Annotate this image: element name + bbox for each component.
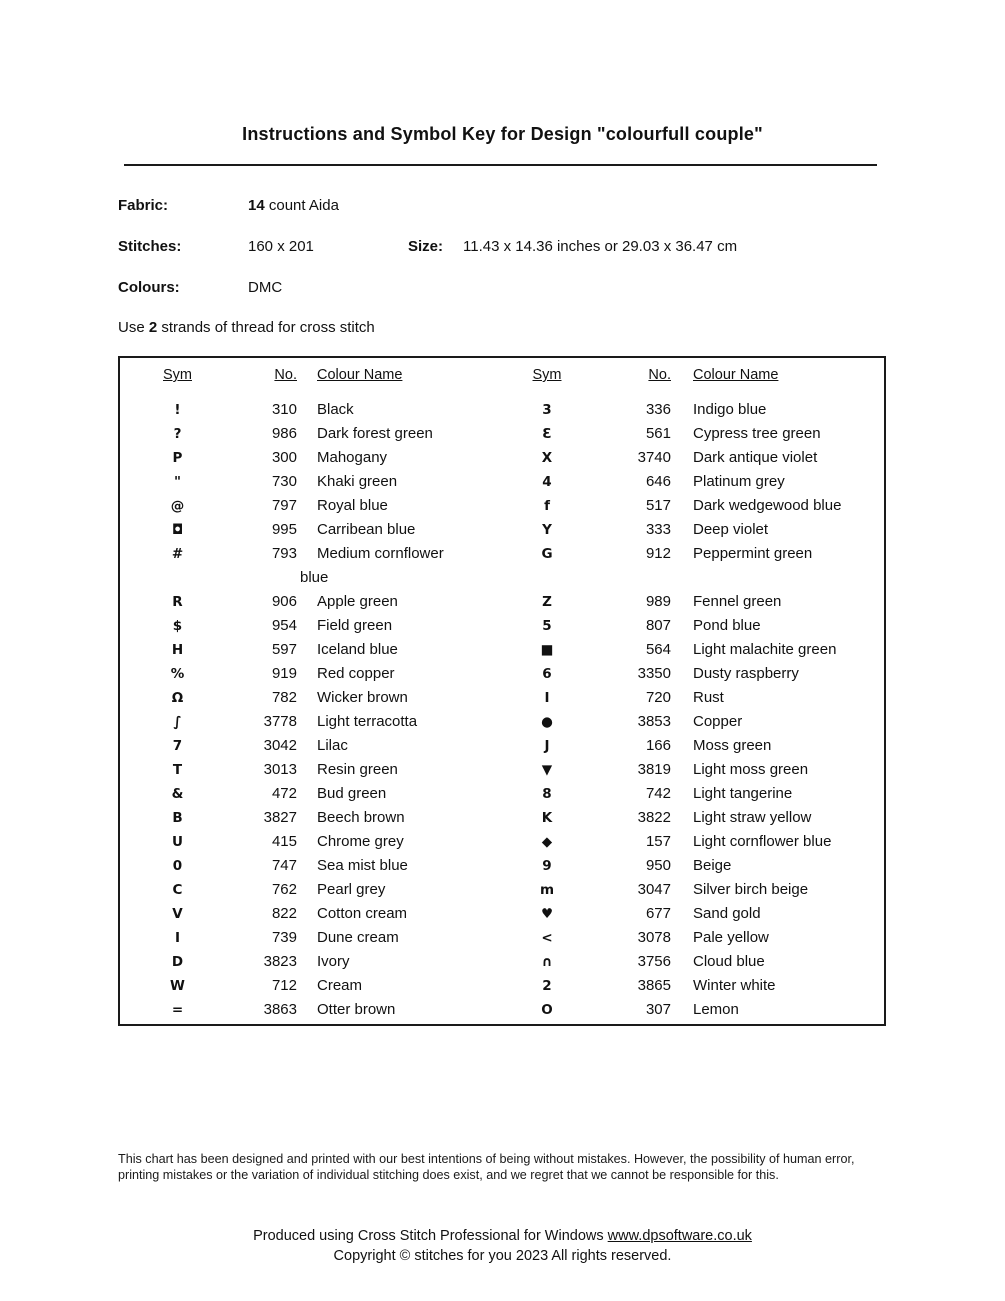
colours-value: DMC	[248, 279, 283, 296]
stitches-value: 160 x 201	[248, 238, 314, 255]
table-row-right	[502, 494, 884, 518]
table-row-right	[502, 830, 884, 854]
dmc-number: 906	[271, 593, 297, 610]
strands-suffix: strands of thread for cross stitch	[157, 319, 375, 336]
dmc-number: 677	[645, 905, 671, 922]
table-row-left	[120, 926, 502, 950]
symbol-glyph: 0	[172, 858, 183, 874]
dmc-number: 793	[271, 545, 297, 562]
symbol-glyph: ?	[173, 426, 182, 442]
dmc-number: 747	[271, 857, 297, 874]
symbol-glyph: Ω	[171, 690, 184, 706]
dmc-number: 797	[271, 497, 297, 514]
table-row-left	[120, 782, 502, 806]
dmc-number: 989	[645, 593, 671, 610]
symbol-glyph: G	[541, 546, 553, 562]
table-row-right	[502, 758, 884, 782]
table-row	[120, 974, 884, 998]
dmc-number: 166	[645, 737, 671, 754]
table-row	[120, 494, 884, 518]
table-row	[120, 470, 884, 494]
table-row	[120, 446, 884, 470]
colour-name: Dark forest green	[317, 425, 433, 442]
table-row-right	[502, 998, 884, 1022]
colour-name: Wicker brown	[317, 689, 408, 706]
table-row	[120, 542, 884, 590]
table-row-right	[502, 614, 884, 638]
dpsoftware-link[interactable]: www.dpsoftware.co.uk	[607, 1228, 752, 1244]
produced-text: Produced using Cross Stitch Professional for Windows	[253, 1228, 608, 1244]
table-header-left	[120, 364, 502, 386]
fabric-label: Fabric:	[118, 197, 169, 214]
symbol-glyph: 3	[542, 402, 552, 418]
table-header-right	[502, 364, 884, 386]
dmc-number: 3778	[263, 713, 297, 730]
stitches-label: Stitches:	[118, 238, 182, 255]
table-header-row	[120, 358, 884, 386]
dmc-number: 986	[271, 425, 297, 442]
symbol-glyph: I	[174, 930, 181, 946]
dmc-number: 739	[271, 929, 297, 946]
colour-name: Medium cornflower blue	[300, 545, 444, 586]
colour-name: Deep violet	[693, 521, 769, 538]
table-row-right	[502, 854, 884, 878]
table-row-left	[120, 614, 502, 638]
symbol-glyph: Z	[542, 594, 552, 610]
table-row-left	[120, 542, 502, 590]
dmc-number: 3350	[637, 665, 671, 682]
copyright-text: Copyright © stitches for you 2023 All rights reserved.	[333, 1248, 672, 1264]
colour-name: Light terracotta	[317, 713, 418, 730]
colour-name: Dusty raspberry	[693, 665, 799, 682]
dmc-number: 950	[645, 857, 671, 874]
symbol-glyph: H	[171, 642, 184, 658]
colour-name: Pearl grey	[317, 881, 386, 898]
colour-name: Sea mist blue	[317, 857, 408, 874]
disclaimer-text: This chart has been designed and printed with our best intentions of being without mistakes. However, the possibility of human error, printing mistakes or the variation of individual stitching does exist, and we regret that we cannot be responsible for this.	[118, 1152, 855, 1182]
colour-name: Platinum grey	[693, 473, 785, 490]
symbol-glyph: T	[172, 762, 183, 778]
colour-name: Cotton cream	[317, 905, 408, 922]
table-row-left	[120, 950, 502, 974]
colour-name: Lilac	[317, 737, 348, 754]
table-row-left	[120, 686, 502, 710]
symbol-glyph: =	[171, 1002, 184, 1018]
symbol-glyph: P	[172, 450, 183, 466]
fabric-count-suffix: count Aida	[264, 197, 339, 214]
table-row-left	[120, 470, 502, 494]
symbol-glyph: 6	[542, 666, 552, 682]
dmc-number: 3078	[637, 929, 671, 946]
symbol-glyph: X	[541, 450, 553, 466]
table-row-right	[502, 806, 884, 830]
strands-count: 2	[148, 319, 158, 336]
header-no: No.	[648, 367, 671, 383]
symbol-glyph: ■	[540, 642, 554, 658]
table-row	[120, 686, 884, 710]
fabric-count: 14	[248, 197, 265, 214]
strands-note	[118, 319, 375, 336]
colour-name: Beech brown	[317, 809, 405, 826]
colour-name: Indigo blue	[693, 401, 767, 418]
colour-name: Cloud blue	[693, 953, 765, 970]
strands-prefix: Use	[118, 319, 149, 336]
colour-name: Otter brown	[317, 1001, 396, 1018]
table-row-left	[120, 830, 502, 854]
colour-name: Dune cream	[317, 929, 399, 946]
colour-name: Iceland blue	[317, 641, 398, 658]
table-row-left	[120, 902, 502, 926]
symbol-glyph: K	[541, 810, 553, 826]
symbol-glyph: ◆	[541, 834, 553, 850]
dmc-number: 472	[271, 785, 297, 802]
dmc-number: 782	[271, 689, 297, 706]
symbol-glyph: "	[173, 474, 182, 490]
table-row	[120, 590, 884, 614]
colour-name: Resin green	[317, 761, 398, 778]
colour-name: Dark wedgewood blue	[693, 497, 842, 514]
symbol-glyph: @	[170, 498, 185, 514]
colour-name: Light straw yellow	[693, 809, 812, 826]
colour-name: Light malachite green	[693, 641, 837, 658]
colours-label: Colours:	[118, 279, 180, 296]
table-row	[120, 950, 884, 974]
dmc-number: 730	[271, 473, 297, 490]
symbol-glyph: !	[174, 402, 181, 418]
table-row	[120, 614, 884, 638]
colour-name: Lemon	[693, 1001, 739, 1018]
colour-name: Moss green	[693, 737, 772, 754]
symbol-glyph: f	[544, 498, 550, 514]
symbol-glyph: #	[171, 546, 184, 562]
dmc-number: 307	[645, 1001, 671, 1018]
symbol-glyph: ●	[541, 714, 553, 730]
header-colour-name: Colour Name	[317, 367, 403, 383]
table-row	[120, 782, 884, 806]
symbol-glyph: ▼	[541, 762, 553, 778]
table-row-right	[502, 518, 884, 542]
symbol-glyph: R	[172, 594, 183, 610]
table-row-left	[120, 806, 502, 830]
header-sym: Sym	[163, 367, 192, 383]
table-row-right	[502, 782, 884, 806]
table-row-left	[120, 398, 502, 422]
table-row-right	[502, 638, 884, 662]
dmc-number: 712	[271, 977, 297, 994]
symbol-glyph: $	[172, 618, 183, 634]
dmc-number: 300	[271, 449, 297, 466]
symbol-glyph: 8	[542, 786, 552, 802]
table-row	[120, 734, 884, 758]
table-row-right	[502, 398, 884, 422]
colour-name: Mahogany	[317, 449, 388, 466]
colour-name: Apple green	[317, 593, 398, 610]
table-row-right	[502, 878, 884, 902]
table-row-left	[120, 518, 502, 542]
symbol-glyph: %	[170, 666, 185, 682]
colour-name: Pond blue	[693, 617, 761, 634]
symbol-glyph: O	[541, 1002, 553, 1018]
colour-name: Dark antique violet	[693, 449, 818, 466]
table-row-left	[120, 494, 502, 518]
table-row-right	[502, 734, 884, 758]
dmc-number: 3819	[637, 761, 671, 778]
symbol-glyph: U	[172, 834, 183, 850]
dmc-number: 3047	[637, 881, 671, 898]
symbol-glyph: B	[172, 810, 183, 826]
table-row-right	[502, 446, 884, 470]
dmc-number: 912	[645, 545, 671, 562]
symbol-glyph: Ɛ	[542, 426, 552, 442]
dmc-number: 762	[271, 881, 297, 898]
dmc-number: 310	[271, 401, 297, 418]
colour-name: Fennel green	[693, 593, 782, 610]
symbol-glyph: Y	[542, 522, 552, 538]
dmc-number: 919	[271, 665, 297, 682]
table-row	[120, 998, 884, 1022]
table-row-left	[120, 734, 502, 758]
dmc-number: 3042	[263, 737, 297, 754]
dmc-number: 3740	[637, 449, 671, 466]
table-row-left	[120, 998, 502, 1022]
colour-name: Black	[317, 401, 354, 418]
symbol-glyph: &	[171, 786, 184, 802]
symbol-glyph: J	[544, 738, 550, 754]
table-row	[120, 398, 884, 422]
colour-name: Ivory	[317, 953, 350, 970]
colour-name: Light cornflower blue	[693, 833, 832, 850]
symbol-glyph: m	[539, 882, 555, 898]
table-row-right	[502, 950, 884, 974]
table-row-left	[120, 758, 502, 782]
symbol-glyph: ∩	[541, 954, 553, 970]
table-row-left	[120, 974, 502, 998]
colour-name: Cypress tree green	[693, 425, 821, 442]
symbol-glyph: 4	[542, 474, 552, 490]
table-row-right	[502, 926, 884, 950]
table-row-left	[120, 710, 502, 734]
dmc-number: 742	[645, 785, 671, 802]
header-no: No.	[274, 367, 297, 383]
table-row-left	[120, 446, 502, 470]
table-row-right	[502, 422, 884, 446]
dmc-number: 415	[271, 833, 297, 850]
dmc-number: 807	[645, 617, 671, 634]
fabric-value	[248, 197, 339, 214]
dmc-number: 3853	[637, 713, 671, 730]
colour-name: Pale yellow	[693, 929, 769, 946]
table-row	[120, 422, 884, 446]
colour-name: Copper	[693, 713, 743, 730]
table-row	[120, 758, 884, 782]
symbol-glyph: 9	[542, 858, 552, 874]
colour-name: Bud green	[317, 785, 387, 802]
colour-name: Light tangerine	[693, 785, 793, 802]
dmc-number: 720	[645, 689, 671, 706]
dmc-number: 561	[645, 425, 671, 442]
table-row	[120, 878, 884, 902]
table-row-left	[120, 878, 502, 902]
colour-name: Silver birch beige	[693, 881, 809, 898]
colour-name: Khaki green	[317, 473, 398, 490]
colour-name: Rust	[693, 689, 724, 706]
table-row-right	[502, 974, 884, 998]
symbol-glyph: ♥	[540, 906, 554, 922]
table-row-left	[120, 662, 502, 686]
dmc-number: 333	[645, 521, 671, 538]
dmc-number: 3013	[263, 761, 297, 778]
dmc-number: 517	[645, 497, 671, 514]
colour-name: Peppermint green	[693, 545, 813, 562]
table-row-right	[502, 542, 884, 590]
table-row-right	[502, 710, 884, 734]
table-row-right	[502, 686, 884, 710]
dmc-number: 954	[271, 617, 297, 634]
dmc-number: 995	[271, 521, 297, 538]
colour-name: Royal blue	[317, 497, 388, 514]
colour-name: Light moss green	[693, 761, 809, 778]
table-rows	[120, 398, 884, 1022]
table-row	[120, 638, 884, 662]
dmc-number: 336	[645, 401, 671, 418]
colour-name: Chrome grey	[317, 833, 404, 850]
table-row-left	[120, 638, 502, 662]
title-divider	[124, 164, 877, 166]
table-row	[120, 806, 884, 830]
colour-name: Winter white	[693, 977, 776, 994]
table-row	[120, 662, 884, 686]
colour-name: Sand gold	[693, 905, 761, 922]
symbol-glyph: D	[171, 954, 184, 970]
symbol-glyph: <	[541, 930, 553, 946]
table-row	[120, 926, 884, 950]
symbol-glyph: W	[170, 978, 185, 994]
table-row-left	[120, 590, 502, 614]
symbol-glyph: 2	[542, 978, 552, 994]
symbol-key-table	[118, 356, 886, 1026]
table-row	[120, 902, 884, 926]
dmc-number: 3863	[263, 1001, 297, 1018]
colour-name: Red copper	[317, 665, 395, 682]
size-label: Size:	[408, 238, 444, 255]
dmc-number: 3822	[637, 809, 671, 826]
symbol-glyph: ∫	[173, 714, 182, 730]
dmc-number: 646	[645, 473, 671, 490]
table-row-right	[502, 590, 884, 614]
table-row	[120, 518, 884, 542]
symbol-glyph: C	[172, 882, 183, 898]
table-row-right	[502, 902, 884, 926]
colour-name: Cream	[317, 977, 363, 994]
table-row	[120, 710, 884, 734]
symbol-glyph: V	[172, 906, 183, 922]
header-colour-name: Colour Name	[693, 367, 779, 383]
dmc-number: 597	[271, 641, 297, 658]
colour-name: Field green	[317, 617, 393, 634]
header-sym: Sym	[532, 367, 562, 383]
table-row-left	[120, 854, 502, 878]
table-row-right	[502, 662, 884, 686]
table-row-right	[502, 470, 884, 494]
dmc-number: 3756	[637, 953, 671, 970]
page-title: Instructions and Symbol Key for Design "colourfull couple"	[242, 124, 763, 144]
symbol-glyph: 5	[542, 618, 552, 634]
dmc-number: 3865	[637, 977, 671, 994]
table-row	[120, 830, 884, 854]
size-value: 11.43 x 14.36 inches or 29.03 x 36.47 cm	[463, 238, 738, 255]
table-row	[120, 854, 884, 878]
dmc-number: 822	[271, 905, 297, 922]
colour-name: Carribean blue	[317, 521, 416, 538]
dmc-number: 3827	[263, 809, 297, 826]
symbol-glyph: ◘	[171, 522, 184, 538]
colour-name: Beige	[693, 857, 732, 874]
dmc-number: 157	[645, 833, 671, 850]
dmc-number: 3823	[263, 953, 297, 970]
produced-line	[0, 1228, 1005, 1244]
symbol-glyph: 7	[172, 738, 183, 754]
symbol-glyph: I	[544, 690, 550, 706]
table-row-left	[120, 422, 502, 446]
dmc-number: 564	[645, 641, 671, 658]
